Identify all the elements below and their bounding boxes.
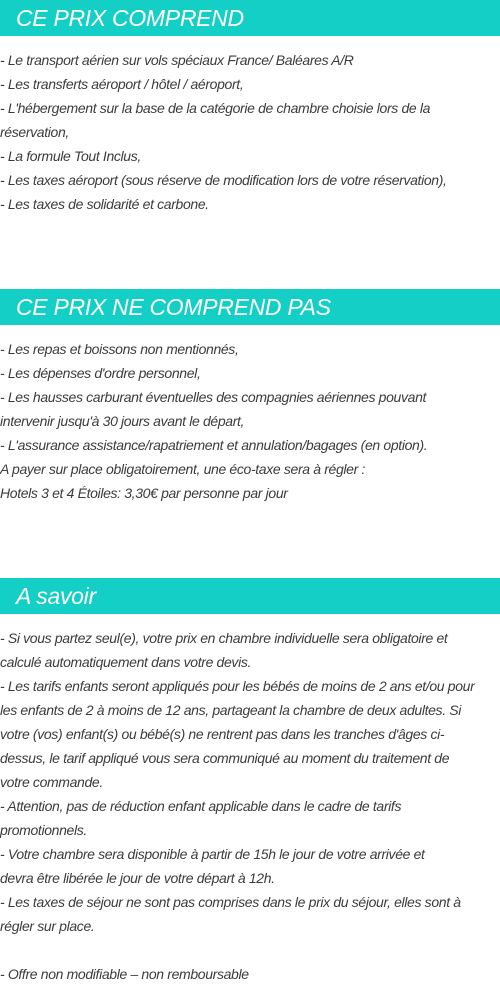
text-line: - Attention, pas de réduction enfant applicable dans le cadre de tarifs xyxy=(0,798,402,814)
section-title: A savoir xyxy=(16,582,96,609)
text-line: - Les tarifs enfants seront appliqués pour les bébés de moins de 2 ans et/ou pour xyxy=(0,678,475,694)
text-line: votre commande. xyxy=(0,774,103,790)
text-line: - Les transferts aéroport / hôtel / aéroport, xyxy=(0,76,244,92)
text-line: - Offre non modifiable – non remboursable xyxy=(0,966,249,982)
text-line: Hotels 3 et 4 Étoiles: 3,30€ par personne par jour xyxy=(0,485,288,501)
text-line: régler sur place. xyxy=(0,918,95,934)
text-line: - Les repas et boissons non mentionnés, xyxy=(0,341,239,357)
text-line: - L'hébergement sur la base de la catégorie de chambre choisie lors de la xyxy=(0,100,431,116)
section-good-to-know xyxy=(0,578,500,986)
text-line: A payer sur place obligatoirement, une éco-taxe sera à régler : xyxy=(0,461,365,477)
blank-line xyxy=(0,938,500,962)
text-line: - L'assurance assistance/rapatriement et annulation/bagages (en option). xyxy=(0,437,428,453)
section-body xyxy=(0,36,500,216)
text-line: calculé automatiquement dans votre devis. xyxy=(0,654,252,670)
text-line: - Les taxes de solidarité et carbone. xyxy=(0,196,209,212)
section-header xyxy=(0,578,500,614)
text-line: - Si vous partez seul(e), votre prix en chambre individuelle sera obligatoire et xyxy=(0,630,448,646)
text-line: - Le transport aérien sur vols spéciaux France/ Baléares A/R xyxy=(0,52,354,68)
text-line: dessus, le tarif appliqué vous sera communiqué au moment du traitement de xyxy=(0,750,450,766)
text-line: - Les taxes aéroport (sous réserve de modification lors de votre réservation), xyxy=(0,172,447,188)
text-line: intervenir jusqu'à 30 jours avant le départ, xyxy=(0,413,245,429)
section-title: CE PRIX NE COMPREND PAS xyxy=(16,293,331,320)
section-body xyxy=(0,614,500,986)
text-line: promotionnels. xyxy=(0,822,87,838)
section-price-includes xyxy=(0,0,500,216)
section-body xyxy=(0,325,500,505)
text-line: - Les dépenses d'ordre personnel, xyxy=(0,365,201,381)
section-price-excludes xyxy=(0,289,500,505)
text-line: réservation, xyxy=(0,124,69,140)
text-line: - Votre chambre sera disponible à partir de 15h le jour de votre arrivée et xyxy=(0,846,425,862)
text-line: devra être libérée le jour de votre départ à 12h. xyxy=(0,870,275,886)
section-header xyxy=(0,0,500,36)
section-title: CE PRIX COMPREND xyxy=(16,4,244,31)
text-line: - Les hausses carburant éventuelles des compagnies aériennes pouvant xyxy=(0,389,427,405)
text-line: les enfants de 2 à moins de 12 ans, partageant la chambre de deux adultes. Si xyxy=(0,702,462,718)
text-line: votre (vos) enfant(s) ou bébé(s) ne rentrent pas dans les tranches d'âges ci- xyxy=(0,726,445,742)
text-line: - La formule Tout Inclus, xyxy=(0,148,141,164)
text-line: - Les taxes de séjour ne sont pas comprises dans le prix du séjour, elles sont à xyxy=(0,894,461,910)
section-header xyxy=(0,289,500,325)
